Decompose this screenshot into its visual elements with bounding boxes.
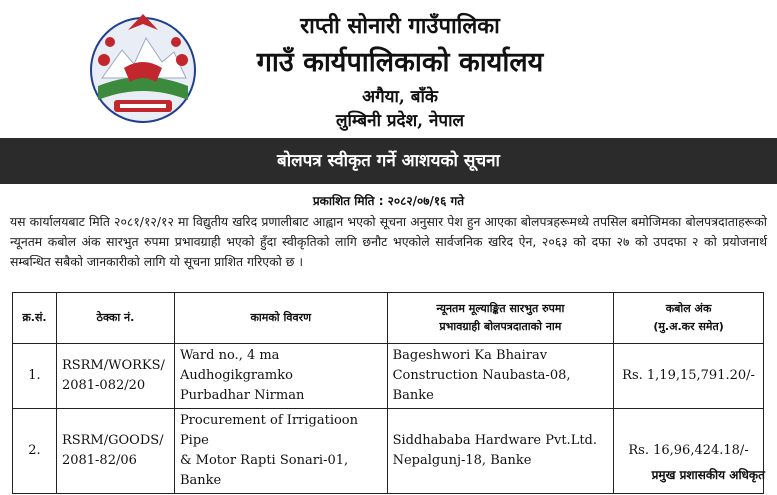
contract-line2: 2081-82/06 [61, 453, 137, 468]
contract-line1: RSRM/WORKS/ [61, 358, 165, 373]
contract-line2: 2081-082/20 [61, 378, 146, 393]
bidder-line1: Bageshwori Ka Bhairav [392, 348, 548, 363]
work-line1: Procurement of Irrigatioon Pipe [179, 413, 359, 448]
header-amount-line1: कबोल अंक [665, 302, 712, 315]
row-amount: Rs. 1,19,15,791.20/- [614, 344, 764, 409]
bidder-line2: Construction Naubasta-08, Banke [392, 368, 571, 403]
header-work: कामको विवरण [174, 293, 387, 344]
office-location: अगैया, बाँके [362, 87, 438, 107]
published-date: प्रकाशित मिति : २०८२/०७/१६ गते [312, 194, 465, 208]
bidder-line2: Nepalgunj-18, Banke [392, 453, 532, 468]
row-sn: 1. [13, 344, 57, 409]
province-name: लुम्बिनी प्रदेश, नेपाल [335, 111, 465, 131]
contract-line1: RSRM/GOODS/ [61, 433, 164, 448]
row-amount: Rs. 16,96,424.18/- [614, 409, 764, 494]
header-bidder [387, 293, 614, 344]
row-work [174, 409, 387, 494]
header-bidder-line2: प्रभावग्राही बोलपत्रदाताको नाम [439, 320, 562, 333]
table-header-row [13, 293, 764, 344]
bid-table [12, 292, 764, 494]
header-amount-line2: (मु.अ.कर समेत) [653, 320, 724, 333]
header-bidder-line1: न्यूनतम मूल्याङ्कित सारभुत रुपमा [436, 302, 565, 315]
header-sn: क्र.सं. [13, 293, 57, 344]
work-line1: Ward no., 4 ma Audhogikgramko [179, 348, 293, 383]
signoff: प्रमुख प्रशासकीय अधिकृत [651, 468, 765, 482]
notice-title-banner: बोलपत्र स्वीकृत गर्ने आशयको सूचना [0, 138, 777, 184]
table-row [13, 344, 764, 409]
header-contract: ठेक्का नं. [56, 293, 174, 344]
work-line2: Purbadhar Nirman [179, 388, 305, 403]
row-sn: 2. [13, 409, 57, 494]
bidder-line1: Siddhababa Hardware Pvt.Ltd. [392, 433, 598, 448]
notice-header [0, 0, 777, 138]
municipality-name: राप्ती सोनारी गाउँपालिका [300, 13, 500, 39]
row-work [174, 344, 387, 409]
office-name: गाउँ कार्यपालिकाको कार्यालय [256, 47, 544, 78]
row-contract [56, 344, 174, 409]
header-amount [614, 293, 764, 344]
row-bidder [387, 409, 614, 494]
row-bidder [387, 344, 614, 409]
row-contract [56, 409, 174, 494]
notice-body: यस कार्यालयबाट मिति २०८१/१२/१२ मा विद्युतीय खरिद प्रणालीबाट आह्वान भएको सूचना अनुसार पेश हुन आएका बोलपत्रहरूमध्ये तपसिल बमोजिमका बोलपत्रदाताहरूको न्यूनतम कबोल अंक सारभुत रुपमा प्रभावग्राही भएको हुँदा स्वीकृतिको लागि छनौट भएकोले सार्वजनिक खरिद ऐन, २०६३ को दफा २७ को उपदफा २ को प्रयोजनार्थ सम्बन्धित सबैको जानकारीको लागि यो सूचना प्राशित गरिएको छ । [10, 214, 767, 269]
work-line2: & Motor Rapti Sonari-01, Banke [179, 453, 349, 488]
